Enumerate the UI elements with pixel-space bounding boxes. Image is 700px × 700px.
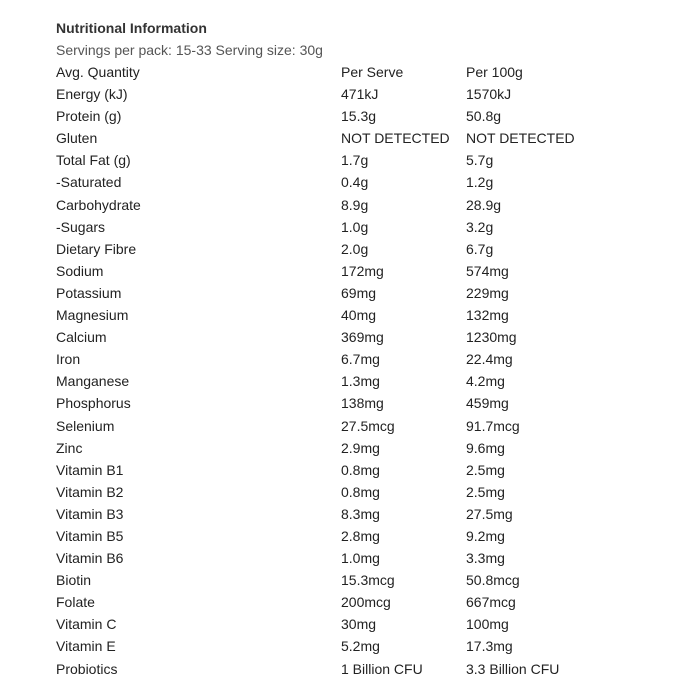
per-serve-value: 471kJ xyxy=(341,86,379,103)
table-row xyxy=(56,503,676,525)
table-row xyxy=(56,83,676,105)
nutrient-name: Energy (kJ) xyxy=(56,86,128,103)
table-row xyxy=(56,613,676,635)
table-row xyxy=(56,127,676,149)
per-serve-value: NOT DETECTED xyxy=(341,130,450,147)
nutrient-name: Vitamin B3 xyxy=(56,505,124,522)
per-serve-value: 1.0g xyxy=(341,218,369,235)
table-row xyxy=(56,304,676,326)
nutrient-name: Iron xyxy=(56,351,81,368)
table-row xyxy=(56,238,676,260)
table-row xyxy=(56,194,676,216)
table-row xyxy=(56,481,676,503)
per-serve-value: 27.5mcg xyxy=(341,417,395,434)
nutrient-name: Probiotics xyxy=(56,660,118,677)
table-row xyxy=(56,591,676,613)
nutrient-name: Protein (g) xyxy=(56,108,122,125)
per-serve-value: 172mg xyxy=(341,262,384,279)
per-serve-value: 8.9g xyxy=(341,196,369,213)
per-serve-value: 69mg xyxy=(341,284,377,301)
per-100g-value: NOT DETECTED xyxy=(466,130,575,147)
per-100g-value: 459mg xyxy=(466,395,509,412)
nutrient-name: Sodium xyxy=(56,262,104,279)
table-row xyxy=(56,105,676,127)
table-row xyxy=(56,569,676,591)
per-100g-value: 574mg xyxy=(466,262,509,279)
per-100g-value: 3.2g xyxy=(466,218,494,235)
per-100g-value: 2.5mg xyxy=(466,461,505,478)
table-row xyxy=(56,171,676,193)
per-serve-value: 2.0g xyxy=(341,240,369,257)
per-100g-value: 1.2g xyxy=(466,174,494,191)
per-serve-value: 1 Billion CFU xyxy=(341,660,423,677)
table-row xyxy=(56,216,676,238)
nutrient-name: Folate xyxy=(56,594,95,611)
per-100g-value: 27.5mg xyxy=(466,505,513,522)
table-row xyxy=(56,326,676,348)
per-serve-value: 0.4g xyxy=(341,174,369,191)
table-row xyxy=(56,348,676,370)
nutrient-name: Vitamin B5 xyxy=(56,527,124,544)
nutrient-name: Phosphorus xyxy=(56,395,131,412)
nutrient-name: Total Fat (g) xyxy=(56,152,131,169)
nutrient-name: Biotin xyxy=(56,572,92,589)
per-serve-value: 138mg xyxy=(341,395,384,412)
nutrient-name: Vitamin B6 xyxy=(56,550,124,567)
table-row xyxy=(56,149,676,171)
per-serve-value: 5.2mg xyxy=(341,638,380,655)
per-serve-value: 0.8mg xyxy=(341,483,380,500)
nutrient-name: Vitamin B2 xyxy=(56,483,124,500)
table-row xyxy=(56,525,676,547)
table-row xyxy=(56,260,676,282)
table-row xyxy=(56,282,676,304)
per-100g-value: 100mg xyxy=(466,616,509,633)
table-header-row xyxy=(56,61,676,83)
per-serve-value: 8.3mg xyxy=(341,505,380,522)
per-100g-value: 9.2mg xyxy=(466,527,505,544)
table-row xyxy=(56,658,676,680)
nutrient-name: Calcium xyxy=(56,329,107,346)
table-row xyxy=(56,547,676,569)
per-100g-value: 3.3mg xyxy=(466,550,505,567)
per-100g-value: 667mcg xyxy=(466,594,516,611)
per-100g-value: 1570kJ xyxy=(466,86,512,103)
per-serve-value: 0.8mg xyxy=(341,461,380,478)
per-serve-value: 200mcg xyxy=(341,594,391,611)
header-per-serve: Per Serve xyxy=(341,64,404,80)
per-100g-value: 2.5mg xyxy=(466,483,505,500)
per-serve-value: 369mg xyxy=(341,329,384,346)
nutrient-name: Selenium xyxy=(56,417,115,434)
table-row xyxy=(56,392,676,414)
nutrient-name: Gluten xyxy=(56,130,98,147)
panel-title: Nutritional Information xyxy=(56,20,207,36)
per-100g-value: 28.9g xyxy=(466,196,502,213)
per-serve-value: 1.0mg xyxy=(341,550,380,567)
table-row xyxy=(56,370,676,392)
nutrient-name: -Sugars xyxy=(56,218,106,235)
per-100g-value: 6.7g xyxy=(466,240,494,257)
per-100g-value: 50.8g xyxy=(466,108,502,125)
per-100g-value: 17.3mg xyxy=(466,638,513,655)
per-serve-value: 15.3mcg xyxy=(341,572,395,589)
nutrient-name: Vitamin E xyxy=(56,638,116,655)
header-per-100g: Per 100g xyxy=(466,64,523,80)
table-row xyxy=(56,635,676,657)
per-100g-value: 1230mg xyxy=(466,329,517,346)
per-100g-value: 50.8mcg xyxy=(466,572,520,589)
nutrition-panel xyxy=(56,17,676,680)
per-serve-value: 6.7mg xyxy=(341,351,380,368)
table-row xyxy=(56,459,676,481)
nutrient-name: Zinc xyxy=(56,439,83,456)
per-serve-value: 30mg xyxy=(341,616,377,633)
per-100g-value: 22.4mg xyxy=(466,351,513,368)
per-serve-value: 15.3g xyxy=(341,108,377,125)
per-serve-value: 1.7g xyxy=(341,152,369,169)
nutrient-name: -Saturated xyxy=(56,174,122,191)
nutrient-name: Dietary Fibre xyxy=(56,240,137,257)
nutrient-name: Magnesium xyxy=(56,307,129,324)
per-100g-value: 229mg xyxy=(466,284,509,301)
nutrient-name: Vitamin B1 xyxy=(56,461,124,478)
table-row xyxy=(56,415,676,437)
nutrient-name: Carbohydrate xyxy=(56,196,141,213)
per-100g-value: 3.3 Billion CFU xyxy=(466,660,560,677)
per-serve-value: 2.9mg xyxy=(341,439,380,456)
per-100g-value: 4.2mg xyxy=(466,373,505,390)
nutrient-name: Potassium xyxy=(56,284,122,301)
per-100g-value: 91.7mcg xyxy=(466,417,520,434)
per-serve-value: 1.3mg xyxy=(341,373,380,390)
per-100g-value: 132mg xyxy=(466,307,509,324)
servings-info: Servings per pack: 15-33 Serving size: 30g xyxy=(56,42,323,58)
table-row xyxy=(56,437,676,459)
per-100g-value: 5.7g xyxy=(466,152,494,169)
per-serve-value: 2.8mg xyxy=(341,527,380,544)
per-serve-value: 40mg xyxy=(341,307,377,324)
nutrition-table-body xyxy=(56,83,676,680)
header-avg-quantity: Avg. Quantity xyxy=(56,64,140,80)
nutrient-name: Vitamin C xyxy=(56,616,117,633)
per-100g-value: 9.6mg xyxy=(466,439,505,456)
nutrient-name: Manganese xyxy=(56,373,130,390)
